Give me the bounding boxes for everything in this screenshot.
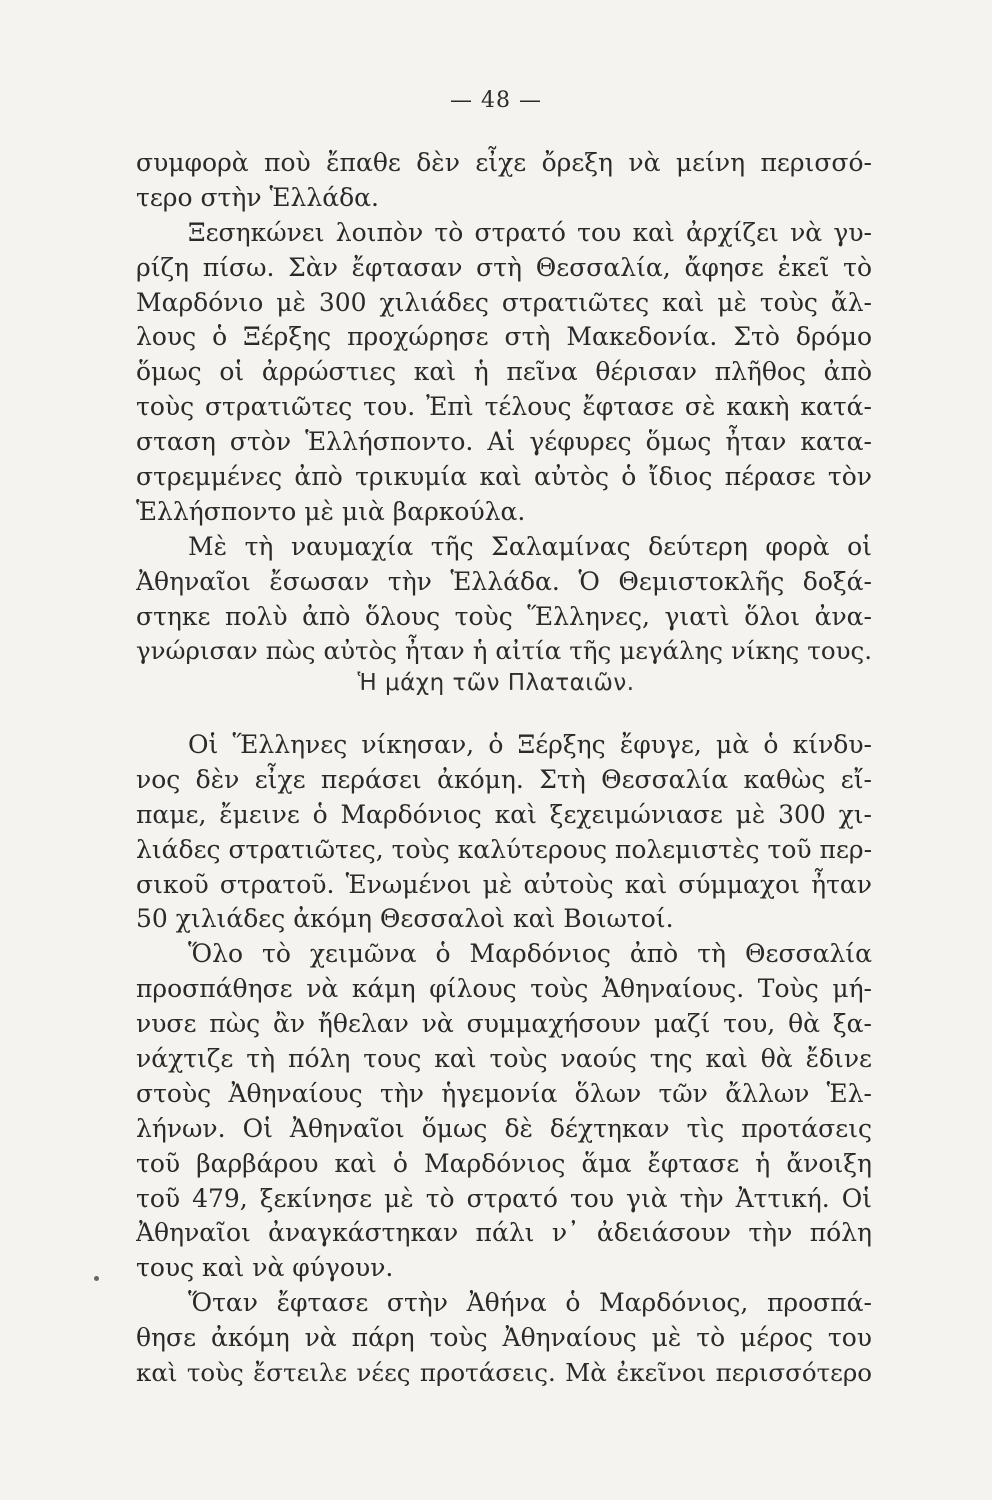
text-line: στρεμμένες ἀπὸ τρικυμία καὶ αὐτὸς ὁ ἴδιος πέρασε τὸν [136,462,872,492]
text-line: ὅμως οἱ ἀρρώστιες καὶ ἡ πεῖνα θέρισαν πλῆθος ἀπὸ [136,357,872,387]
text-line: νος δὲν εἶχε περάσει ἀκόμη. Στὴ Θεσσαλία καθὼς εἴ- [136,764,872,794]
text-line: Μαρδόνιο μὲ 300 χιλιάδες στρατιῶτες καὶ μὲ τοὺς ἄλ- [136,287,872,317]
text-line: Μὲ τὴ ναυμαχία τῆς Σαλαμίνας δεύτερη φορὰ οἱ [188,531,872,561]
text-line: Ξεσηκώνει λοιπὸν τὸ στρατό του καὶ ἀρχίζει νὰ γυ- [188,217,872,247]
text-line: ρίζη πίσω. Σὰν ἔφτασαν στὴ Θεσσαλία, ἄφησε ἐκεῖ τὸ [136,252,872,282]
text-line: Ἑλλήσποντο μὲ μιὰ βαρκούλα. [136,496,526,526]
text-line: λιάδες στρατιῶτες, τοὺς καλύτερους πολεμιστὲς τοῦ περ- [136,834,872,864]
text-line: σικοῦ στρατοῦ. Ἑνωμένοι μὲ αὐτοὺς καὶ σύμμαχοι ἦταν [136,869,872,899]
text-line: στηκε πολὺ ἀπὸ ὅλους τοὺς Ἕλληνες, γιατὶ ὅλοι ἀνα- [136,601,872,631]
text-line: στοὺς Ἀθηναίους τὴν ἡγεμονία ὅλων τῶν ἄλλων Ἑλ- [136,1078,872,1108]
text-line: τοὺς στρατιῶτες του. Ἐπὶ τέλους ἔφτασε σὲ κακὴ κατά- [136,392,872,422]
text-line: Ἀθηναῖοι ἀναγκάστηκαν πάλι ν᾽ ἀδειάσουν τὴν πόλη [136,1218,872,1248]
text-line: Ἀθηναῖοι ἔσωσαν τὴν Ἑλλάδα. Ὁ Θεμιστοκλῆς δοξά- [136,566,872,596]
text-line: τοῦ βαρβάρου καὶ ὁ Μαρδόνιος ἅμα ἔφτασε ἡ ἄνοιξη [136,1148,872,1178]
text-line: 50 χιλιάδες ἀκόμη Θεσσαλοὶ καὶ Βοιωτοί. [136,904,674,934]
print-speck [94,1276,99,1281]
section-heading: Ἡ μάχη τῶν Πλαταιῶν. [357,670,635,696]
text-line: τερο στὴν Ἑλλάδα. [136,182,379,212]
text-line: καὶ τοὺς ἔστειλε νέες προτάσεις. Μὰ ἐκεῖνοι περισσότερο [136,1358,872,1388]
page-number: — 48 — [450,88,542,113]
text-line: Οἱ Ἕλληνες νίκησαν, ὁ Ξέρξης ἔφυγε, μὰ ὁ κίνδυ- [188,730,872,759]
text-line: παμε, ἔμεινε ὁ Μαρδόνιος καὶ ξεχειμώνιασε μὲ 300 χι- [136,799,872,829]
text-line: γνώρισαν πὼς αὐτὸς ἦταν ἡ αἰτία τῆς μεγάλης νίκης τους. [136,636,872,666]
section-2-text [136,728,872,1391]
text-line: θησε ἀκόμη νὰ πάρη τοὺς Ἀθηναίους μὲ τὸ μέρος του [136,1323,872,1353]
text-line: νυσε πὼς ἂν ἤθελαν νὰ συμμαχήσουν μαζί του, θὰ ξα- [136,1009,872,1039]
text-line: τους καὶ νὰ φύγουν. [136,1253,394,1283]
text-line: νάχτιζε τὴ πόλη τους καὶ τοὺς ναούς της καὶ θὰ ἔδινε [136,1044,872,1074]
text-line: προσπάθησε νὰ κάμη φίλους τοὺς Ἀθηναίους. Τοὺς μή- [136,974,872,1004]
section-1-text [136,146,872,669]
text-line: λήνων. Οἱ Ἀθηναῖοι ὅμως δὲ δέχτηκαν τὶς προτάσεις [136,1113,872,1143]
text-line: τοῦ 479, ξεκίνησε μὲ τὸ στρατό του γιὰ τὴν Ἀττική. Οἱ [136,1183,872,1213]
text-line: Ὅλο τὸ χειμῶνα ὁ Μαρδόνιος ἀπὸ τὴ Θεσσαλία [188,939,872,969]
text-line: σταση στὸν Ἑλλήσποντο. Αἱ γέφυρες ὅμως ἦταν κατα- [136,427,872,457]
text-line: συμφορὰ ποὺ ἔπαθε δὲν εἶχε ὄρεξη νὰ μείνη περισσό- [136,148,872,177]
text-line: λους ὁ Ξέρξης προχώρησε στὴ Μακεδονία. Στὸ δρόμο [136,322,872,352]
text-line: Ὅταν ἔφτασε στὴν Ἀθήνα ὁ Μαρδόνιος, προσπά- [188,1288,872,1318]
